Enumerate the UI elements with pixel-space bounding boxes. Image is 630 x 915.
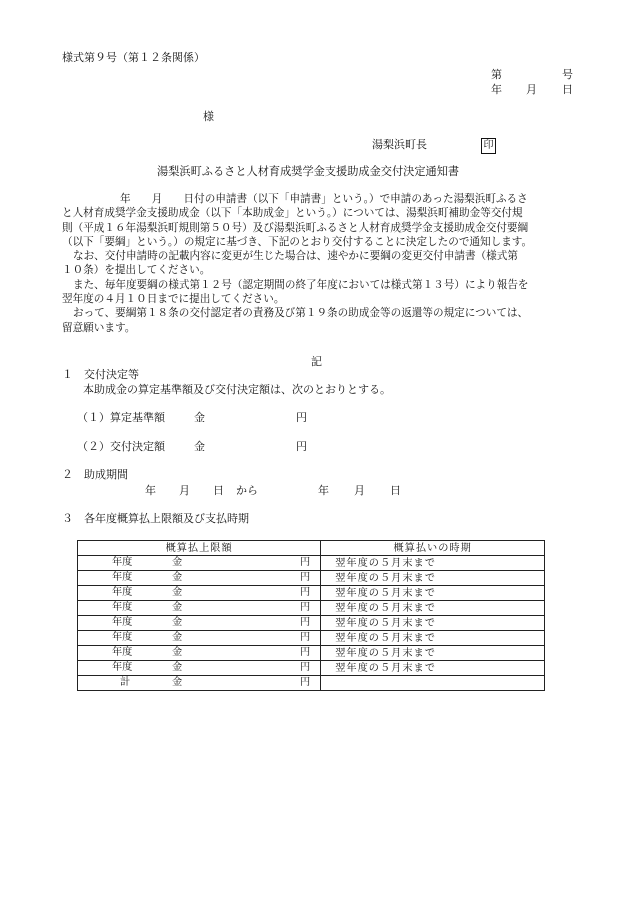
row-nendo: 年度 — [112, 572, 133, 583]
row-kin: 金 — [172, 617, 183, 628]
total-kin: 金 — [172, 677, 183, 688]
row-timing: 翌年度の５月末まで — [335, 662, 436, 674]
document-title: 湯梨浜町ふるさと人材育成奨学金支援助成金交付決定通知書 — [157, 165, 460, 178]
row-timing: 翌年度の５月末まで — [335, 572, 436, 584]
date-nen: 年 — [491, 83, 502, 96]
row-timing: 翌年度の５月末まで — [335, 557, 436, 569]
date-hi: 日 — [562, 83, 573, 96]
row-nendo: 年度 — [112, 617, 133, 628]
row-yen: 円 — [300, 617, 311, 628]
addressee-sama: 様 — [203, 110, 214, 123]
row-nendo: 年度 — [112, 602, 133, 613]
body-line: 年 月 日付の申請書（以下「申請書」という。）で申請のあった湯梨浜町ふるさ — [120, 193, 528, 205]
row-timing: 翌年度の５月末まで — [335, 587, 436, 599]
section1-lead: 本助成金の算定基準額及び交付決定額は、次のとおりとする。 — [83, 383, 391, 396]
period-to-tsuki: 月 — [354, 484, 365, 497]
row-kin: 金 — [172, 632, 183, 643]
row-nendo: 年度 — [112, 632, 133, 643]
period-from-nen: 年 — [145, 484, 156, 497]
table-header-row — [78, 541, 545, 556]
row-yen: 円 — [300, 557, 311, 568]
form-number: 様式第９号（第１２条関係） — [62, 51, 205, 64]
period-to-hi: 日 — [390, 484, 401, 497]
issuer-name: 湯梨浜町長 — [372, 138, 427, 151]
table-row — [78, 571, 545, 586]
period-from-tsuki: 月 — [179, 484, 190, 497]
row-timing: 翌年度の５月末まで — [335, 602, 436, 614]
row-yen: 円 — [300, 662, 311, 673]
period-from-hi: 日 — [213, 484, 224, 497]
item1-kin: 金 — [194, 411, 205, 424]
row-nendo: 年度 — [112, 647, 133, 658]
total-yen: 円 — [300, 677, 311, 688]
table-row — [78, 661, 545, 676]
section1-heading: １ 交付決定等 — [62, 368, 139, 381]
ki-heading: 記 — [311, 355, 322, 368]
body-line: おって、要綱第１８条の交付認定者の責務及び第１９条の助成金等の返還等の規定については、 — [73, 307, 529, 320]
body-paragraph-1 — [62, 192, 575, 335]
row-yen: 円 — [300, 632, 311, 643]
row-timing: 翌年度の５月末まで — [335, 632, 436, 644]
table-row — [78, 556, 545, 571]
body-line: 則（平成１６年湯梨浜町規則第５０号）及び湯梨浜町ふるさと人材育成奨学金支援助成金交付要綱 — [62, 221, 529, 234]
header-payment-timing: 概算払いの時期 — [321, 541, 545, 556]
row-yen: 円 — [300, 587, 311, 598]
row-kin: 金 — [172, 662, 183, 673]
body-line: なお、交付申請時の記載内容に変更が生じた場合は、速やかに要綱の変更交付申請書（様式第 — [73, 250, 518, 263]
row-nendo: 年度 — [112, 587, 133, 598]
payment-schedule-table — [77, 540, 545, 691]
row-nendo: 年度 — [112, 557, 133, 568]
table-row — [78, 601, 545, 616]
period-to-nen: 年 — [318, 484, 329, 497]
table-row — [78, 646, 545, 661]
row-kin: 金 — [172, 602, 183, 613]
row-kin: 金 — [172, 557, 183, 568]
section2-heading: ２ 助成期間 — [62, 468, 128, 481]
row-kin: 金 — [172, 647, 183, 658]
body-line: 翌年度の４月１０日までに提出してください。 — [62, 293, 285, 306]
body-line: 留意願います。 — [62, 321, 136, 334]
row-timing: 翌年度の５月末まで — [335, 617, 436, 629]
period-kara: から — [236, 484, 258, 497]
item2-kin: 金 — [194, 440, 205, 453]
row-yen: 円 — [300, 602, 311, 613]
doc-number-dai: 第 — [491, 68, 502, 81]
issuer-block — [372, 138, 496, 154]
table-row — [78, 616, 545, 631]
date-tsuki: 月 — [526, 83, 537, 96]
doc-number-go: 号 — [562, 68, 573, 81]
row-yen: 円 — [300, 647, 311, 658]
row-timing: 翌年度の５月末まで — [335, 647, 436, 659]
body-line: また、毎年度要綱の様式第１２号（認定期間の終了年度においては様式第１３号）により報告を — [73, 278, 529, 291]
item1-label: （１）算定基準額 — [77, 411, 165, 424]
table-total-row — [78, 676, 545, 691]
section3-heading: ３ 各年度概算払上限額及び支払時期 — [62, 512, 249, 525]
item2-yen: 円 — [296, 440, 307, 453]
row-kin: 金 — [172, 572, 183, 583]
row-kin: 金 — [172, 587, 183, 598]
row-yen: 円 — [300, 572, 311, 583]
total-label: 計 — [120, 677, 131, 688]
row-nendo: 年度 — [112, 662, 133, 673]
body-line: と人材育成奨学金支援助成金（以下「本助成金」という。）については、湯梨浜町補助金等交付規 — [62, 207, 523, 220]
header-cap-amount: 概算払上限額 — [78, 541, 321, 556]
table-row — [78, 586, 545, 601]
seal-stamp: 印 — [481, 138, 496, 154]
body-line: （以下「要綱」という。）の規定に基づき、下記のとおり交付することに決定したので通知します。 — [62, 235, 533, 248]
item1-yen: 円 — [296, 411, 307, 424]
body-line: １０条）を提出してください。 — [62, 264, 211, 277]
table-row — [78, 631, 545, 646]
item2-label: （２）交付決定額 — [77, 440, 165, 453]
